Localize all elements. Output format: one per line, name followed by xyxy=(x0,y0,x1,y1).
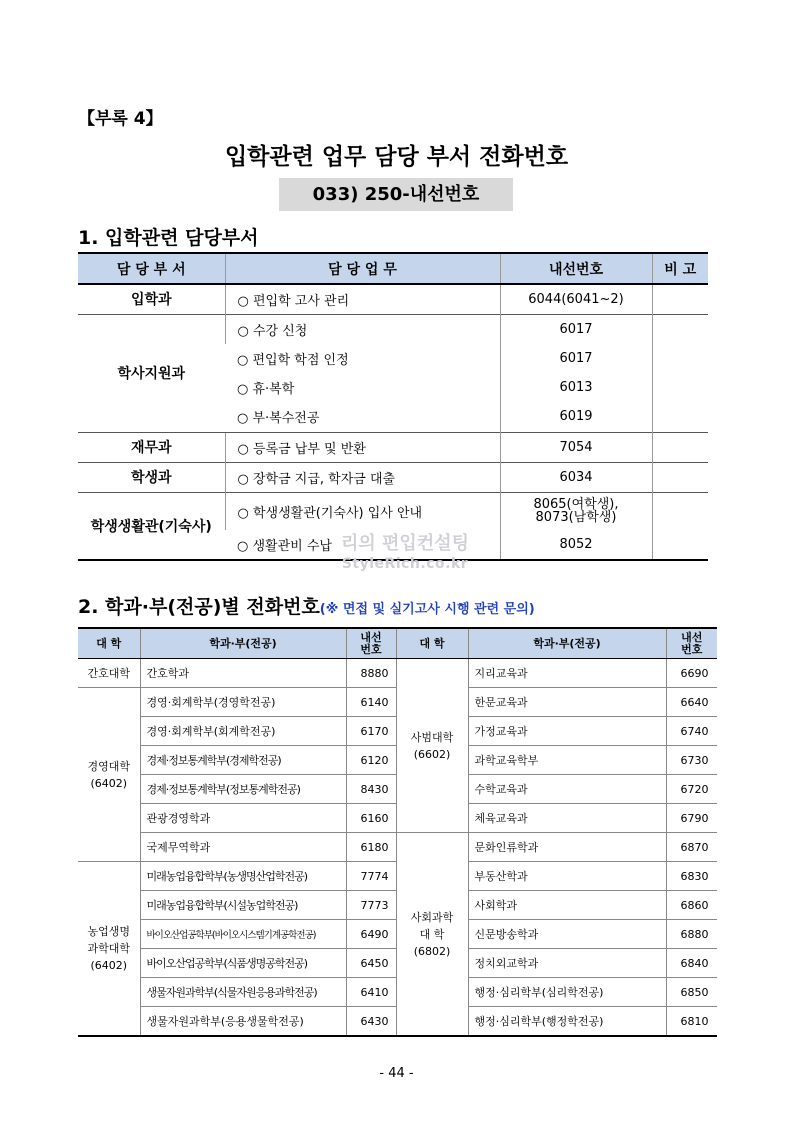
ext-cell: 7773 xyxy=(346,891,396,920)
dept-cell: 학사지원과 xyxy=(78,314,225,432)
header-ext-left xyxy=(346,628,396,659)
college-name-line2: 대 학 xyxy=(419,927,445,941)
ext-cell: 6690 xyxy=(666,659,717,688)
task-cell: ○ 장학금 지급, 학자금 대출 xyxy=(225,462,500,492)
ext-cell xyxy=(500,492,652,530)
header-department: 담 당 부 서 xyxy=(78,253,225,284)
task-cell: ○ 편입학 고사 관리 xyxy=(225,284,500,314)
header-ext-line2: 번호 xyxy=(360,642,382,656)
major-cell: 간호학과 xyxy=(140,659,346,688)
ext-cell: 7054 xyxy=(500,432,652,462)
ext-cell: 6730 xyxy=(666,746,717,775)
college-name: 사범대학 xyxy=(410,730,454,744)
major-table-header xyxy=(78,628,717,659)
dept-cell: 학생생활관(기숙사) xyxy=(78,492,225,560)
ext-cell: 6870 xyxy=(666,833,717,862)
ext-cell: 6180 xyxy=(346,833,396,862)
header-major-right: 학과·부(전공) xyxy=(468,628,666,659)
major-cell: 경영·회계학부(경영학전공) xyxy=(140,688,346,717)
college-ext: (6602) xyxy=(413,747,451,761)
dept-cell: 학생과 xyxy=(78,462,225,492)
ext-cell: 6880 xyxy=(666,920,717,949)
college-ext: (6402) xyxy=(90,959,128,972)
ext-cell: 6810 xyxy=(666,1007,717,1037)
major-cell: 바이오산업공학부(바이오시스템기계공학전공) xyxy=(140,920,346,949)
watermark-site: StyleRich.co.kr xyxy=(341,556,469,572)
table-row xyxy=(78,659,717,688)
college-cell xyxy=(78,862,140,1037)
ext-cell: 6017 xyxy=(500,344,652,373)
major-cell: 행정·심리학부(행정학전공) xyxy=(468,1007,666,1037)
major-cell: 문화인류학과 xyxy=(468,833,666,862)
dept-cell: 입학과 xyxy=(130,292,172,309)
ext-cell: 6044(6041~2) xyxy=(500,284,652,314)
task-cell: ○ 부·복수전공 xyxy=(237,411,320,427)
header-ext-line1: 내선 xyxy=(681,630,703,644)
major-cell: 가정교육과 xyxy=(468,717,666,746)
table-row xyxy=(78,432,708,462)
ext-cell: 6840 xyxy=(666,949,717,978)
page-title: 입학관련 업무 담당 부서 전화번호 xyxy=(224,144,569,170)
college-name: 경영대학 xyxy=(87,759,130,773)
section1-title: 1. 입학관련 담당부서 xyxy=(78,227,259,249)
ext-cell: 8052 xyxy=(500,530,652,560)
ext-cell: 6160 xyxy=(346,804,396,833)
ext-cell: 6850 xyxy=(666,978,717,1007)
college-cell xyxy=(78,688,140,862)
note-cell xyxy=(652,492,708,560)
section2-title xyxy=(78,592,535,619)
major-cell: 미래농업융합학부(농생명산업학전공) xyxy=(140,862,346,891)
college-ext: (6802) xyxy=(413,944,451,958)
header-major-left: 학과·부(전공) xyxy=(140,628,346,659)
header-task: 담 당 업 무 xyxy=(225,253,500,284)
ext-cell: 6640 xyxy=(666,688,717,717)
major-cell: 관광경영학과 xyxy=(140,804,346,833)
table-row xyxy=(78,314,708,344)
ext-line1: 8065(여학생), xyxy=(533,496,619,512)
college-name: 농업생명 xyxy=(87,925,130,938)
major-cell: 수학교육과 xyxy=(468,775,666,804)
header-ext-right xyxy=(666,628,717,659)
major-cell: 생물자원과학부(응용생물학전공) xyxy=(140,1007,346,1037)
major-cell: 행정·심리학부(심리학전공) xyxy=(468,978,666,1007)
major-cell: 경제·정보통계학부(정보통계학전공) xyxy=(140,775,346,804)
table-row xyxy=(78,462,708,492)
ext-cell: 6740 xyxy=(666,717,717,746)
college-cell xyxy=(396,833,468,1037)
ext-cell: 8430 xyxy=(346,775,396,804)
header-extension: 내선번호 xyxy=(500,253,652,284)
table-row xyxy=(78,284,708,314)
header-ext-line1: 내선 xyxy=(360,630,382,644)
ext-cell: 6120 xyxy=(346,746,396,775)
ext-cell: 6013 xyxy=(500,373,652,402)
major-cell: 경제·정보통계학부(경제학전공) xyxy=(140,746,346,775)
dept-cell: 재무과 xyxy=(78,432,225,462)
ext-cell: 6860 xyxy=(666,891,717,920)
major-cell: 한문교육과 xyxy=(468,688,666,717)
ext-cell: 6410 xyxy=(346,978,396,1007)
page-number: - 44 - xyxy=(379,1066,414,1081)
major-cell: 국제무역학과 xyxy=(140,833,346,862)
header-college-left: 대 학 xyxy=(78,628,140,659)
table-row xyxy=(78,492,708,530)
major-cell: 미래농업융합학부(시설농업학전공) xyxy=(140,891,346,920)
major-cell: 바이오산업공학부(식품생명공학전공) xyxy=(140,949,346,978)
major-cell: 체육교육과 xyxy=(468,804,666,833)
major-cell: 생물자원과학부(식물자원응용과학전공) xyxy=(140,978,346,1007)
header-college-right: 대 학 xyxy=(396,628,468,659)
note-cell xyxy=(652,462,708,492)
ext-cell: 6017 xyxy=(500,314,652,344)
major-phone-table xyxy=(78,627,717,1037)
table-row xyxy=(78,833,717,862)
task-cell: ○ 학생생활관(기숙사) 입사 안내 xyxy=(225,492,500,530)
department-table-header xyxy=(78,253,708,284)
watermark-line1: 리의 편입컨설팅 xyxy=(341,533,469,554)
task-cell: ○ 생활관비 수납 xyxy=(237,539,332,554)
major-cell: 과학교육학부 xyxy=(468,746,666,775)
ext-two-lines xyxy=(533,498,618,524)
college-name-line2: 과학대학 xyxy=(87,942,130,955)
header-ext-line2: 번호 xyxy=(681,642,703,656)
department-table xyxy=(78,252,708,561)
college-name: 사회과학 xyxy=(410,910,454,924)
ext-line2: 8073(남학생) xyxy=(535,509,617,525)
task-cell: ○ 수강 신청 xyxy=(225,314,500,344)
note-cell xyxy=(652,314,708,432)
section2-title-text: 2. 학과·부(전공)별 전화번호 xyxy=(78,596,320,618)
major-cell: 경영·회계학부(회계학전공) xyxy=(140,717,346,746)
ext-cell: 7774 xyxy=(346,862,396,891)
task-cell: ○ 편입학 학점 인정 xyxy=(237,353,349,368)
note-cell xyxy=(652,432,708,462)
task-cell: ○ 등록금 납부 및 반환 xyxy=(225,432,500,462)
ext-cell: 6790 xyxy=(666,804,717,833)
ext-cell: 6170 xyxy=(346,717,396,746)
college-ext: (6402) xyxy=(90,776,128,790)
phone-prefix-box: 033) 250-내선번호 xyxy=(279,178,513,211)
ext-cell: 6830 xyxy=(666,862,717,891)
note-cell xyxy=(652,284,708,314)
major-cell: 부동산학과 xyxy=(468,862,666,891)
college-cell xyxy=(396,659,468,833)
task-cell: ○ 휴·복학 xyxy=(237,382,295,397)
major-cell: 신문방송학과 xyxy=(468,920,666,949)
appendix-label: 【부록 4】 xyxy=(78,109,163,129)
ext-cell: 6450 xyxy=(346,949,396,978)
college-cell: 간호대학 xyxy=(78,659,140,688)
section2-note: (※ 면접 및 실기고사 시행 관련 문의) xyxy=(319,602,535,617)
major-cell: 정치외교학과 xyxy=(468,949,666,978)
ext-cell: 6034 xyxy=(500,462,652,492)
ext-cell: 8880 xyxy=(346,659,396,688)
ext-cell: 6430 xyxy=(346,1007,396,1037)
ext-cell: 6720 xyxy=(666,775,717,804)
major-cell: 지리교육과 xyxy=(468,659,666,688)
header-note: 비 고 xyxy=(652,253,708,284)
ext-cell: 6490 xyxy=(346,920,396,949)
ext-cell: 6140 xyxy=(346,688,396,717)
ext-cell: 6019 xyxy=(500,402,652,432)
major-cell: 사회학과 xyxy=(468,891,666,920)
